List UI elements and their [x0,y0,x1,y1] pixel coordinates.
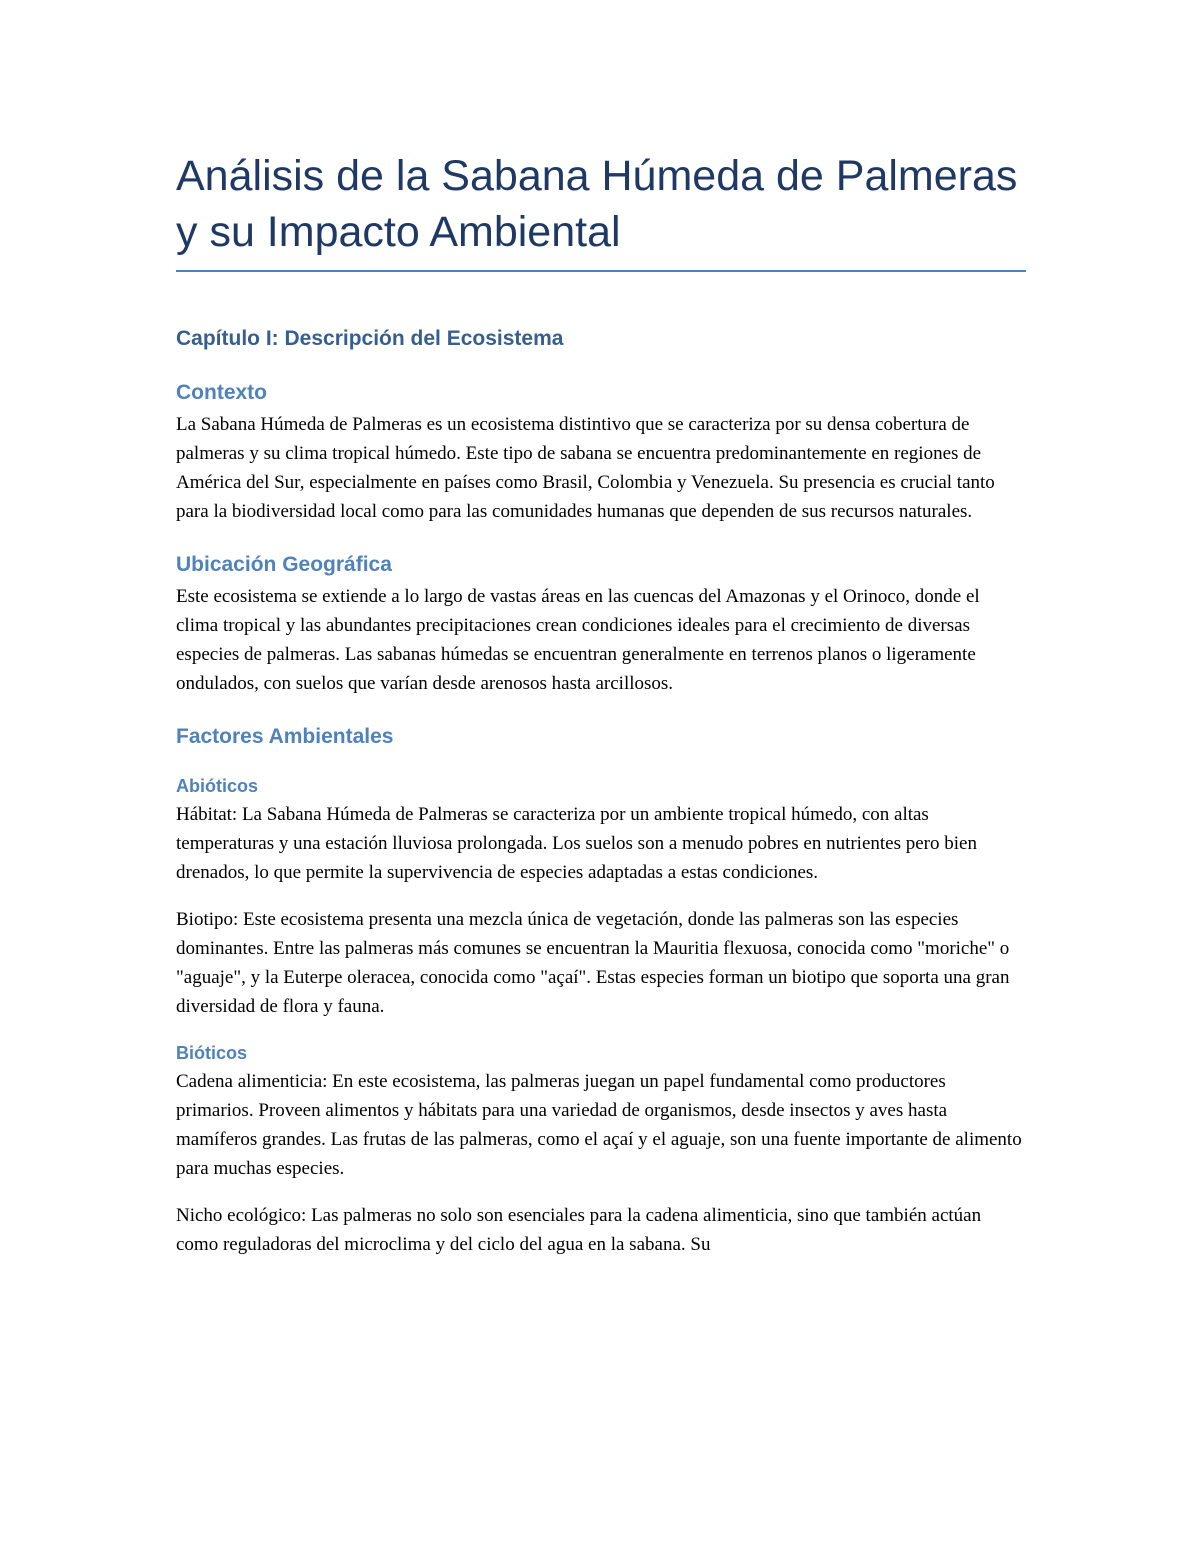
section-heading-factores: Factores Ambientales [176,725,394,748]
chapter-heading: Capítulo I: Descripción del Ecosistema [176,327,564,350]
paragraph-habitat: Hábitat: La Sabana Húmeda de Palmeras se caracteriza por un ambiente tropical húmedo, con altas temperaturas y una estación lluviosa prolongada. Los suelos son a menudo pobres en nutrientes pero bien drenados, lo que permite la supervivencia de especies adaptadas a estas condiciones. [176,804,977,883]
paragraph-biotipo: Biotipo: Este ecosistema presenta una mezcla única de vegetación, donde las palmeras son las especies dominantes. Entre las palmeras más comunes se encuentran la Mauritia flexuosa, conocida como "moriche" o "aguaje", y la Euterpe oleracea, conocida como "açaí". Estas especies forman un biotipo que soporta una gran diversidad de flora y fauna. [176,909,1010,1017]
paragraph-contexto: La Sabana Húmeda de Palmeras es un ecosistema distintivo que se caracteriza por su densa cobertura de palmeras y su clima tropical húmedo. Este tipo de sabana se encuentra predominantemente en regiones de América del Sur, especialmente en países como Brasil, Colombia y Venezuela. Su presencia es crucial tanto para la biodiversidad local como para las comunidades humanas que dependen de sus recursos naturales. [176,414,995,522]
subsection-heading-abioticos: Abióticos [176,776,259,796]
paragraph-cadena-alimenticia: Cadena alimenticia: En este ecosistema, las palmeras juegan un papel fundamental como productores primarios. Proveen alimentos y hábitats para una variedad de organismos, desde insectos y aves hasta mamíferos grandes. Las frutas de las palmeras, como el açaí y el aguaje, son una fuente importante de alimento para muchas especies. [176,1071,1022,1179]
section-heading-ubicacion: Ubicación Geográfica [176,553,392,576]
document-title: Análisis de la Sabana Húmeda de Palmeras y su Impacto Ambiental [176,148,1026,272]
section-heading-contexto: Contexto [176,381,267,404]
subsection-heading-bioticos: Bióticos [176,1043,248,1063]
paragraph-nicho-ecologico: Nicho ecológico: Las palmeras no solo son esenciales para la cadena alimenticia, sino que también actúan como reguladoras del microclima y del ciclo del agua en la sabana. Su [176,1205,982,1255]
paragraph-ubicacion: Este ecosistema se extiende a lo largo de vastas áreas en las cuencas del Amazonas y el Orinoco, donde el clima tropical y las abundantes precipitaciones crean condiciones ideales para el crecimiento de diversas especies de palmeras. Las sabanas húmedas se encuentran generalmente en terrenos planos o ligeramente ondulados, con suelos que varían desde arenosos hasta arcillosos. [176,586,980,694]
document-page [176,148,1026,1259]
